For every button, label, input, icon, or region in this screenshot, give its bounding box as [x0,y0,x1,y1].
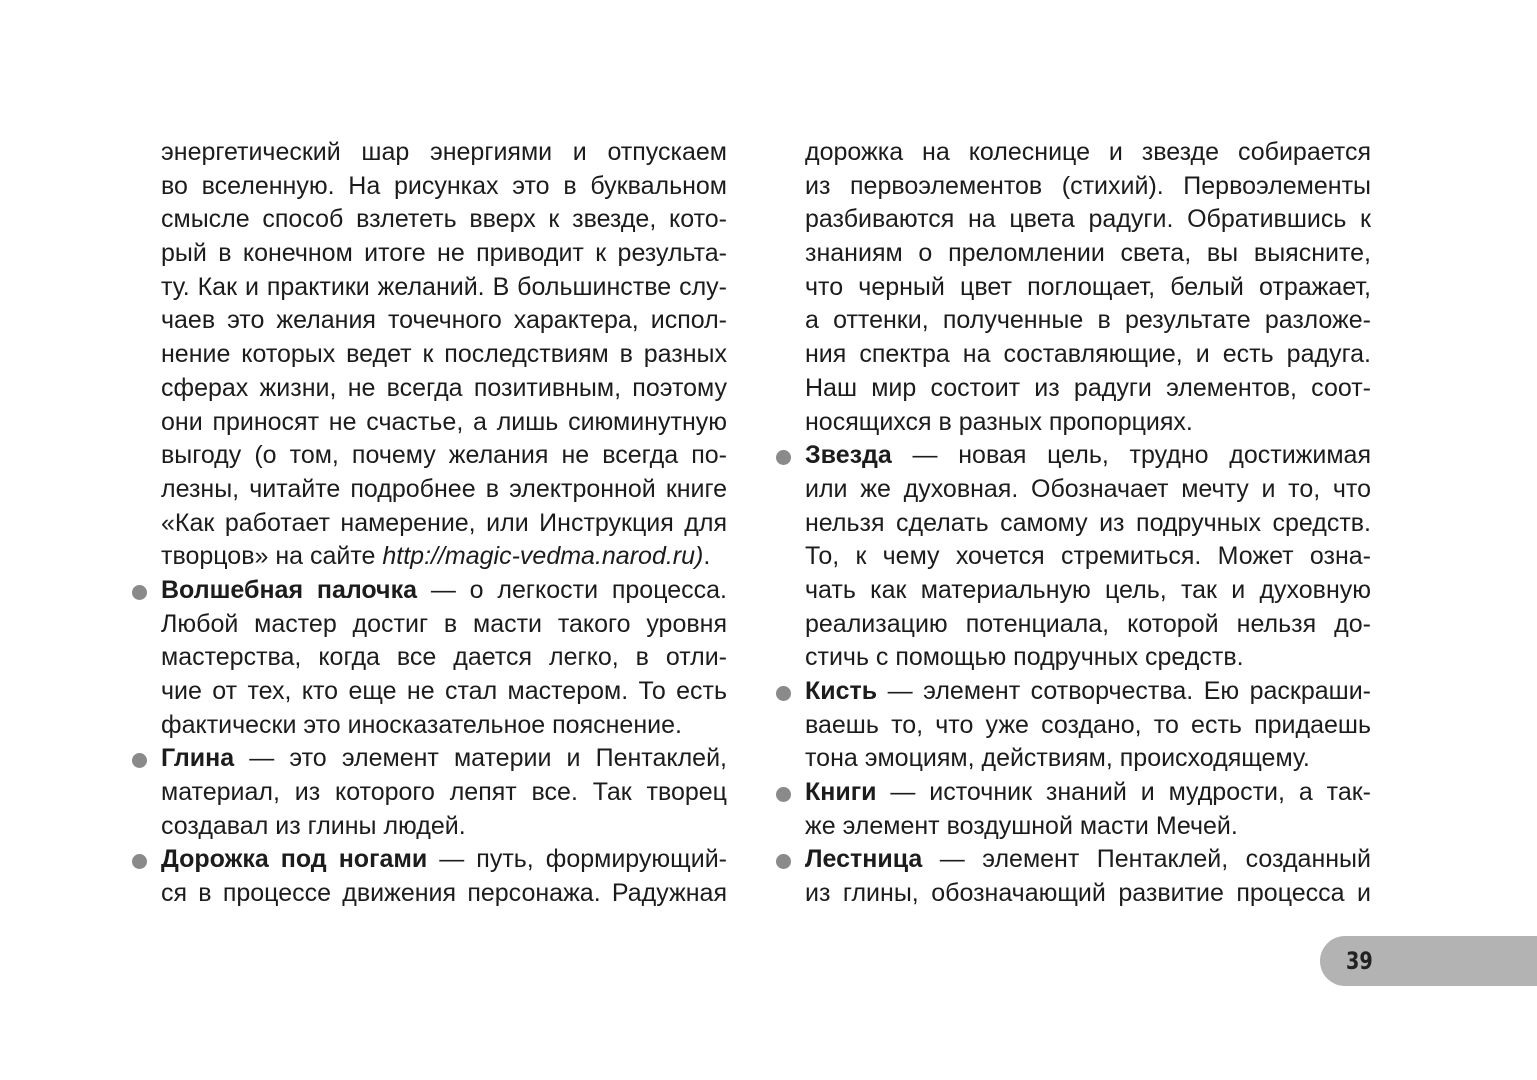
text-line: реализацию потенциала, которой нельзя до- [805,609,1371,638]
bullet-icon [776,450,791,465]
text-line: чие от тех, кто еще не стал мастером. То есть [161,677,727,705]
bullet-term: Звезда [805,441,892,470]
text-line: нение которых ведет к последствиям в разных [161,340,727,369]
bullet-term: Книги [805,778,877,807]
text-line: а оттенки, полученные в результате разложе- [805,306,1371,335]
url-link[interactable]: http://magic-vedma.narod.ru) [382,542,704,571]
bullet-line-wand [161,574,727,608]
bullet-text: — о легкости процесса. [417,575,727,604]
bullet-term: Лестница [805,845,923,874]
text-line: дорожка на колеснице и звезде собирается [805,138,1371,166]
bullet-text: — новая цель, трудно достижимая [891,441,1371,470]
bullet-line-brush [805,675,1371,709]
bullet-line-books [805,776,1371,810]
bullet-term: Дорожка под ногами [161,845,428,874]
bullet-text: — элемент Пентаклей, созданный [922,845,1371,874]
text-line: энергетический шар энергиями и отпускаем [161,138,727,166]
text-line: «Как работает намерение, или Инструкция для [161,508,727,537]
bullet-text: — источник знаний и мудрости, а так- [876,778,1371,807]
text-line: они приносят не счастье, а лишь сиюминутную [161,407,727,436]
text-line: ваешь то, что уже создано, то есть придаешь [805,710,1371,739]
bullet-icon [132,854,147,869]
text-line: во вселенную. На рисунках это в буквальном [161,171,727,200]
bullet-text: — элемент сотворчества. Ею раскраши- [877,677,1371,705]
text-line: чаев это желания точечного характера, испол- [161,306,727,335]
text-line: То, к чему хочется стремиться. Может озна- [805,542,1371,571]
text-line: материал, из которого лепят все. Так творец [161,778,727,807]
text-line: рый в конечном итоге не приводит к результа- [161,239,727,268]
text-line: Любой мастер достиг в масти такого уровня [161,609,727,638]
right-column [805,136,1371,911]
bullet-term: Глина [161,744,235,773]
bullet-icon [776,854,791,869]
text-line: что черный цвет поглощает, белый отражает, [805,272,1371,301]
bullet-icon [132,585,147,600]
bullet-text: — это элемент материи и Пентаклей, [234,744,727,773]
text-line: фактически это иносказательное пояснение. [161,710,682,739]
bullet-text: — путь, формирующий- [427,845,727,874]
text-line: же элемент воздушной масти Мечей. [805,811,1238,840]
text-line: из глины, обозначающий развитие процесса и [805,879,1371,908]
text-line: чать как материальную цель, так и духовную [805,575,1371,604]
text-line: ся в процессе движения персонажа. Радужная [161,879,727,908]
text-line: стичь с помощью подручных средств. [805,643,1244,672]
text-line: создавал из глины людей. [161,811,466,840]
text-line: из первоэлементов (стихий). Первоэлементы [805,171,1371,200]
text-line: тона эмоциям, действиям, происходящему. [805,744,1310,773]
page-number: 39 [1346,947,1373,975]
bullet-term: Кисть [805,677,878,705]
bullet-icon [132,753,147,768]
text-line: смысле способ взлететь вверх к звезде, кото- [161,205,727,234]
bullet-line-clay [161,742,727,776]
text-line: знаниям о преломлении света, вы выясните, [805,239,1371,268]
bullet-line-path [161,843,727,877]
url-prefix: творцов» на сайте [161,542,383,571]
text-line: Наш мир состоит из радуги элементов, соот- [805,373,1371,402]
bullet-term: Волшебная палочка [161,575,417,604]
bullet-icon [776,787,791,802]
text-line: ту. Как и практики желаний. В большинстве слу- [161,272,727,301]
text-line: разбиваются на цвета радуги. Обратившись к [805,205,1371,234]
text-line: или же духовная. Обозначает мечту и то, что [805,474,1371,503]
text-line: лезны, читайте подробнее в электронной книге [161,474,727,503]
text-line: носящихся в разных пропорциях. [805,407,1193,436]
left-column [161,136,727,911]
text-line: ния спектра на составляющие, и есть радуга. [805,340,1371,369]
bullet-line-star [805,439,1371,473]
text-line: выгоду (о том, почему желания не всегда по- [161,441,727,470]
bullet-icon [776,686,791,701]
text-line: сферах жизни, не всегда позитивным, поэтому [161,373,727,402]
bullet-line-ladder [805,843,1371,877]
url-suffix: . [703,542,711,571]
text-line: мастерства, когда все дается легко, в отли- [161,643,727,672]
text-line-with-url [161,540,727,574]
text-line: нельзя сделать самому из подручных средств. [805,508,1371,537]
